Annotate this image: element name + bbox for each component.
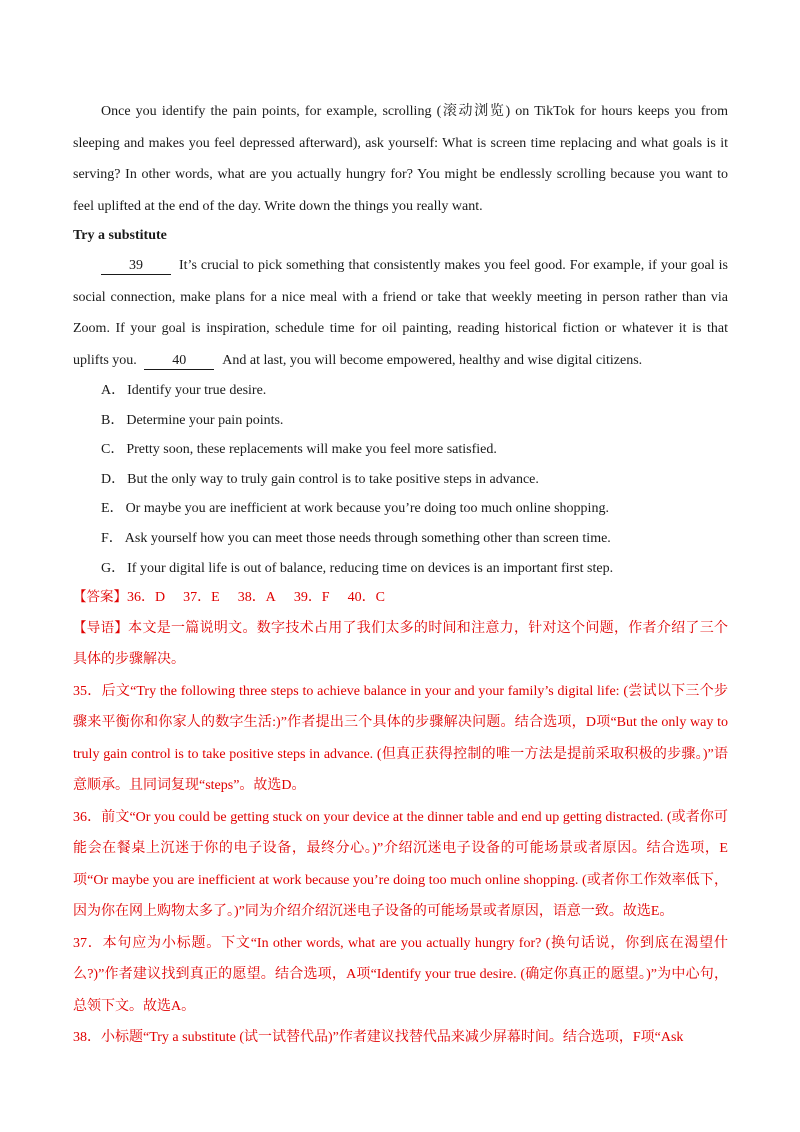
paragraph-2-text-b: And at last, you will become empowered, healthy and wise digital citizens. xyxy=(222,352,643,368)
option-text: If your digital life is out of balance, reducing time on devices is an important first step. xyxy=(127,560,614,576)
answer-tag: 【答案】 xyxy=(73,589,127,606)
option-letter: F． xyxy=(101,530,123,546)
option-c xyxy=(101,435,728,465)
answer-38: 38．A xyxy=(237,590,276,606)
option-letter: D． xyxy=(101,471,126,487)
option-f xyxy=(101,524,728,554)
explanation-37: 37．本句应为小标题。下文“In other words, what are you actually hungry for? (换句话说，你到底在渴望什么?)”作者建议找到真正的愿望。结合选项，A项“Identify your true desire. (确定你真正的愿望。)”为中心句，总领下文。故选A。 xyxy=(73,935,728,1014)
answer-37: 37．E xyxy=(183,590,220,606)
option-text: Ask yourself how you can meet those needs through something other than screen time. xyxy=(124,530,611,546)
paragraph-2-text-a: It’s crucial to pick something that consistently makes you feel good. For example, if your goal is social connection, make plans for a nice meal with a friend or take that weekly meeting in person rather than via Zoom. If your goal is inspiration, schedule time for oil painting, reading historical fiction or whatever it is that uplifts you. xyxy=(73,258,728,368)
option-text: Determine your pain points. xyxy=(126,412,284,428)
option-d xyxy=(101,465,728,495)
passage-paragraph-1: Once you identify the pain points, for example, scrolling (滚动浏览) on TikTok for hours keeps you from sleeping and makes you feel depressed afterward), ask yourself: What is screen time replacing and what goals is it serving? In other words, what are you actually hungry for? You might be endlessly scrolling because you want to feel uplifted at the end of the day. Write down the things you really want. xyxy=(73,104,728,214)
guide-tag: 【导语】 xyxy=(73,619,129,636)
option-letter: G． xyxy=(101,560,126,576)
explanation-35: 35．后文“Try the following three steps to achieve balance in your and your family’s digital life: (尝试以下三个步骤来平衡你和你家人的数字生活:)”作者提出三个具体的步骤解决问题。结合选项，D项“But the only way to truly gain control is to take positive steps in advance. (但真正获得控制的唯一方法是提前采取积极的步骤。)”语意顺承。且同词复现“steps”。故选D。 xyxy=(73,683,728,794)
option-letter: C． xyxy=(101,442,125,458)
document-content xyxy=(73,96,728,1054)
explanation-38: 38．小标题“Try a substitute (试一试替代品)”作者建议找替代品来减少屏幕时间。结合选项，F项“Ask xyxy=(73,1030,684,1046)
answer-39: 39．F xyxy=(293,590,330,606)
option-text: Or maybe you are inefficient at work because you’re doing too much online shopping. xyxy=(125,501,609,517)
option-text: But the only way to truly gain control is to take positive steps in advance. xyxy=(127,471,539,487)
option-g xyxy=(101,554,728,584)
option-letter: B． xyxy=(101,412,125,428)
blank-40: 40 xyxy=(144,353,214,370)
option-text: Pretty soon, these replacements will make you feel more satisfied. xyxy=(126,442,497,458)
passage-paragraph-2 xyxy=(73,250,728,376)
explanation-36: 36．前文“Or you could be getting stuck on your device at the dinner table and end up getting distracted. (或者你可能会在餐桌上沉迷于你的电子设备，最终分心。)”介绍沉迷电子设备的可能场景或者原因。结合选项，E项“Or maybe you are inefficient at work because you’re doing too much online shopping. (或者你工作效率低下，因为你在网上购物太多了。)”同为介绍介绍沉迷电子设备的可能场景或者原因，语意一致。故选E。 xyxy=(73,809,728,920)
option-text: Identify your true desire. xyxy=(127,383,267,398)
answer-36: 36．D xyxy=(127,590,166,606)
options-list xyxy=(73,376,728,583)
blank-39: 39 xyxy=(101,258,171,275)
section-heading: Try a substitute xyxy=(73,228,167,243)
answer-line xyxy=(73,583,728,613)
option-b xyxy=(101,406,728,436)
guide-paragraph xyxy=(73,613,728,676)
guide-text: 本文是一篇说明文。数字技术占用了我们太多的时间和注意力，针对这个问题，作者介绍了三个具体的步骤解决。 xyxy=(73,620,728,668)
answer-40: 40．C xyxy=(347,590,385,606)
option-e xyxy=(101,494,728,524)
option-letter: A． xyxy=(101,383,126,398)
option-letter: E． xyxy=(101,501,124,517)
option-a xyxy=(101,376,728,406)
